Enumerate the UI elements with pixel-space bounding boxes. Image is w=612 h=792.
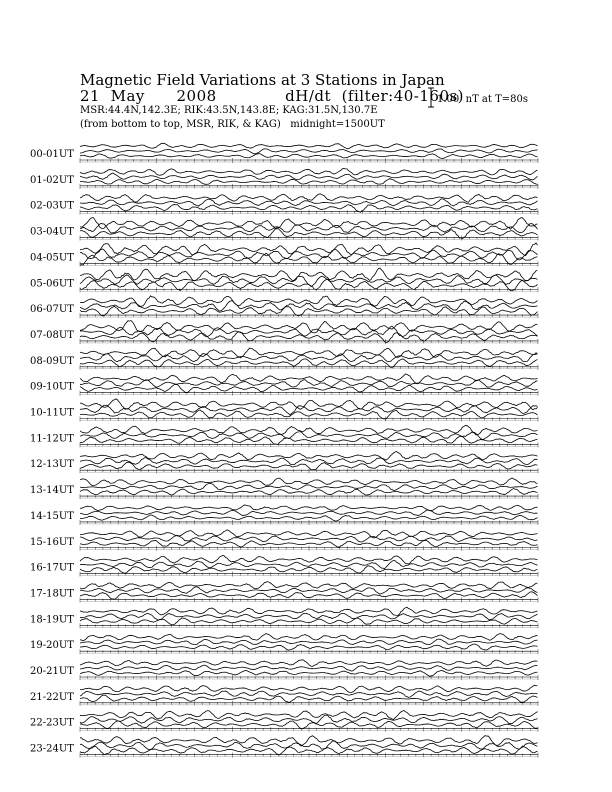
trace-MSR	[80, 746, 538, 755]
hour-label: 03-04UT	[30, 226, 74, 238]
trace-RIK	[80, 405, 538, 415]
hour-row-17-18UT	[30, 582, 538, 603]
hour-row-01-02UT	[30, 168, 538, 188]
trace-MSR	[80, 489, 538, 495]
trace-KAG	[80, 243, 538, 256]
trace-MSR	[80, 592, 538, 599]
trace-MSR	[80, 384, 538, 392]
trace-RIK	[80, 665, 538, 671]
hour-label: 06-07UT	[30, 304, 74, 316]
trace-MSR	[80, 644, 538, 650]
trace-KAG	[80, 505, 538, 511]
trace-MSR	[80, 695, 538, 702]
trace-MSR	[80, 618, 538, 625]
hour-row-10-11UT	[30, 399, 538, 422]
date-filter-line: 21 May 2008 dH/dt (filter:40-160s)	[80, 87, 465, 105]
trace-RIK	[80, 432, 538, 440]
hour-row-00-01UT	[30, 143, 538, 163]
hour-label: 00-01UT	[30, 149, 74, 160]
hour-row-03-04UT	[30, 218, 538, 241]
trace-KAG	[80, 530, 538, 538]
hour-row-05-06UT	[30, 268, 538, 292]
hour-row-11-12UT	[30, 425, 538, 447]
trace-MSR	[80, 540, 538, 547]
trace-KAG	[80, 634, 538, 641]
hour-row-18-19UT	[30, 607, 538, 628]
trace-KAG	[80, 268, 538, 281]
trace-RIK	[80, 691, 538, 698]
hour-label: 12-13UT	[30, 459, 74, 471]
trace-KAG	[80, 296, 538, 307]
trace-RIK	[80, 380, 538, 388]
hour-row-12-13UT	[30, 451, 538, 473]
trace-RIK	[80, 741, 538, 750]
hour-row-16-17UT	[30, 555, 538, 576]
trace-MSR	[80, 671, 538, 677]
trace-KAG	[80, 736, 538, 746]
hour-label: 02-03UT	[30, 200, 74, 212]
trace-KAG	[80, 321, 538, 333]
hour-row-21-22UT	[30, 685, 538, 706]
hour-label: 15-16UT	[30, 536, 74, 548]
hour-row-20-21UT	[30, 660, 538, 680]
hour-row-04-05UT	[30, 243, 538, 266]
trace-KAG	[80, 399, 538, 410]
hour-label: 10-11UT	[30, 407, 74, 419]
hour-row-13-14UT	[30, 478, 538, 499]
hour-label: 11-12UT	[30, 433, 74, 445]
trace-RIK	[80, 510, 538, 515]
trace-MSR	[80, 462, 538, 470]
stations-line: MSR:44.4N,142.3E; RIK:43.5N,143.8E; KAG:31.5N,130.7E	[80, 105, 378, 116]
hour-row-23-24UT	[30, 736, 538, 758]
hour-row-02-03UT	[30, 194, 538, 215]
trace-MSR	[80, 410, 538, 419]
trace-RIK	[80, 587, 538, 594]
trace-MSR	[80, 515, 538, 521]
chart-title: Magnetic Field Variations at 3 Stations in Japan	[80, 71, 445, 89]
trace-KAG	[80, 168, 538, 175]
trace-KAG	[80, 582, 538, 589]
trace-KAG	[80, 218, 538, 230]
hour-label: 05-06UT	[30, 278, 74, 290]
trace-RIK	[80, 535, 538, 542]
trace-KAG	[80, 710, 538, 719]
hour-label: 17-18UT	[30, 588, 74, 600]
trace-MSR	[80, 566, 538, 573]
trace-RIK	[80, 483, 538, 490]
hour-label: 04-05UT	[30, 252, 74, 264]
trace-KAG	[80, 685, 538, 692]
trace-MSR	[80, 721, 538, 729]
hour-label: 13-14UT	[30, 485, 74, 497]
hour-row-06-07UT	[30, 296, 538, 318]
trace-RIK	[80, 613, 538, 620]
trace-KAG	[80, 348, 538, 358]
station-order-line: (from bottom to top, MSR, RIK, & KAG) midnight=1500UT	[80, 119, 385, 130]
scale-label: 1.00 nT at T=80s	[437, 94, 528, 105]
trace-RIK	[80, 173, 538, 180]
hour-label: 22-23UT	[30, 717, 74, 729]
hour-label: 07-08UT	[30, 329, 74, 341]
hour-row-08-09UT	[30, 348, 538, 370]
hour-label: 21-22UT	[30, 691, 74, 703]
hour-label: 08-09UT	[30, 355, 74, 367]
hour-label: 16-17UT	[30, 562, 74, 574]
trace-RIK	[80, 149, 538, 154]
trace-KAG	[80, 425, 538, 435]
hour-row-19-20UT	[30, 634, 538, 655]
hour-row-09-10UT	[30, 374, 538, 396]
trace-KAG	[80, 660, 538, 667]
hour-label: 09-10UT	[30, 381, 74, 393]
hour-row-14-15UT	[30, 505, 538, 525]
scale-bar	[428, 88, 434, 107]
trace-MSR	[80, 179, 538, 185]
hour-label: 20-21UT	[30, 666, 74, 677]
trace-RIK	[80, 715, 538, 724]
hour-row-22-23UT	[30, 710, 538, 731]
hour-label: 18-19UT	[30, 614, 74, 626]
hour-label: 01-02UT	[30, 174, 74, 186]
trace-MSR	[80, 154, 538, 159]
trace-KAG	[80, 143, 538, 149]
hour-row-15-16UT	[30, 530, 538, 551]
trace-KAG	[80, 478, 538, 485]
hour-label: 23-24UT	[30, 743, 74, 755]
hour-row-07-08UT	[30, 321, 538, 344]
hour-label: 19-20UT	[30, 640, 74, 652]
hour-label: 14-15UT	[30, 510, 74, 522]
trace-RIK	[80, 639, 538, 645]
